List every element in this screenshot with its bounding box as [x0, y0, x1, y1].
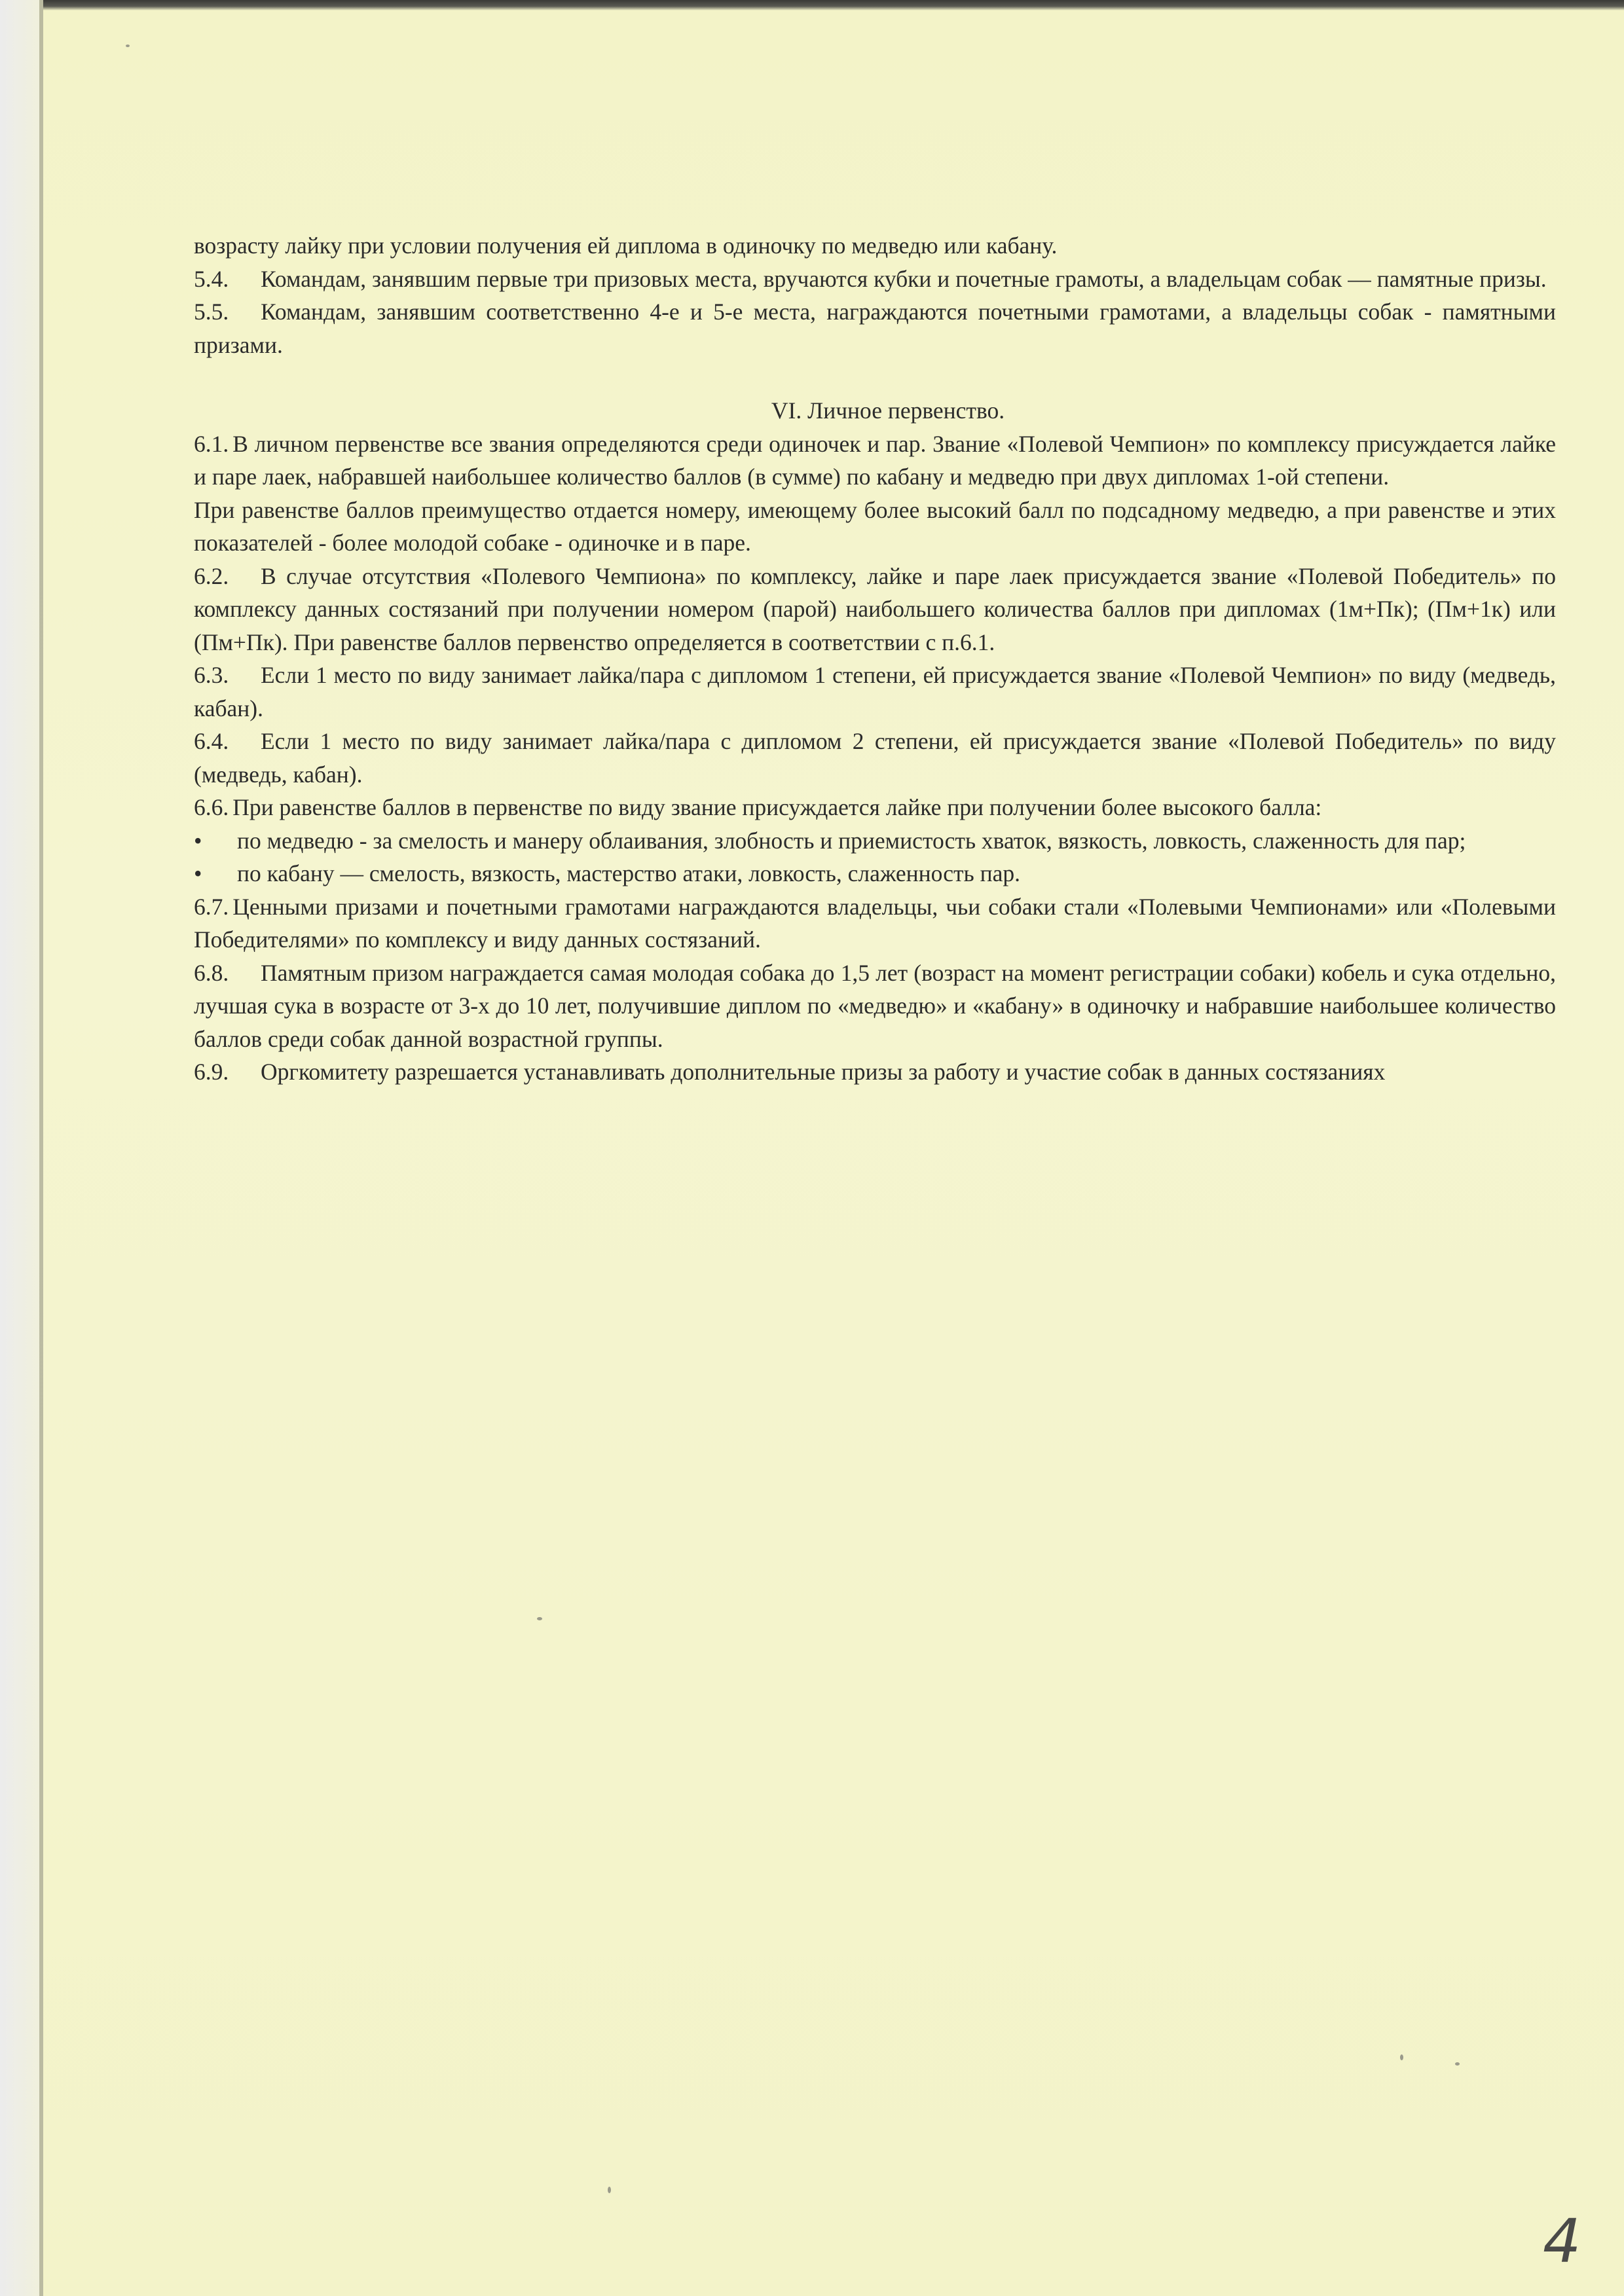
clause-number: 6.2. [194, 562, 229, 589]
paragraph-text: При равенстве баллов в первенстве по виду звание присуждается лайке при получении более высокого балла: [232, 794, 1322, 820]
clause-5-4 [194, 263, 1556, 296]
scan-speck [1455, 2062, 1460, 2066]
spacer [194, 361, 1556, 394]
clause-6-8 [194, 957, 1556, 1056]
paragraph-text: Ценными призами и почетными грамотами награждаются владельцы, чьи собаки стали «Полевыми Чемпионами» или «Полевыми Победителями» по комплексу и виду данных состязаний. [194, 893, 1556, 953]
scan-left-margin [0, 0, 39, 2296]
clause-6-1 [194, 428, 1556, 494]
scan-left-border [39, 0, 43, 2296]
bullet-text: по кабану — смелость, вязкость, мастерство атаки, ловкость, слаженность пар. [237, 860, 1020, 886]
page-number: 4 [1543, 2206, 1581, 2276]
scan-top-border [43, 0, 1624, 10]
bullet-item [194, 857, 1556, 890]
scan-speck [1400, 2054, 1403, 2060]
scan-speck [126, 45, 130, 47]
clause-6-2 [194, 560, 1556, 659]
paragraph-text: Если 1 место по виду занимает лайка/пара с дипломом 2 степени, ей присуждается звание «Полевой Победитель» по виду (медведь, кабан). [194, 728, 1556, 788]
paragraph-text: Если 1 место по виду занимает лайка/пара с дипломом 1 степени, ей присуждается звание «Полевой Чемпион» по виду (медведь, кабан). [194, 662, 1556, 721]
section-heading: VI. Личное первенство. [771, 397, 1005, 424]
document-body [194, 229, 1556, 1089]
paragraph-text: Оргкомитету разрешается устанавливать дополнительные призы за работу и участие собак в данных состязаниях [261, 1059, 1386, 1085]
clause-number: 6.3. [194, 662, 229, 688]
paragraph-text: Памятным призом награждается самая молодая собака до 1,5 лет (возраст на момент регистрации собаки) кобель и сука отдельно, лучшая сука в возрасте от 3-х до 10 лет, получившие диплом по «медведю» и «кабану» в одиночку и набравшие наибольшее количество баллов среди собак данной возрастной группы. [194, 959, 1556, 1052]
clause-number: 5.5. [194, 299, 229, 325]
clause-6-4 [194, 725, 1556, 791]
scan-speck [608, 2187, 611, 2193]
clause-number: 6.1. [194, 430, 229, 457]
clause-number: 6.9. [194, 1059, 229, 1085]
clause-number: 6.4. [194, 728, 229, 754]
clause-6-6 [194, 791, 1556, 824]
scan-speck [537, 1617, 542, 1620]
clause-number: 5.4. [194, 265, 229, 292]
bullet-text: по медведю - за смелость и манеру облаивания, злобность и приемистость хваток, вязкость, ловкость, слаженность для пар; [237, 827, 1466, 854]
paragraph-text: В случае отсутствия «Полевого Чемпиона» по комплексу, лайке и паре лаек присуждается звание «Полевой Победитель» по комплексу данных состязаний при получении номером (парой) наибольшего количества баллов при дипломах (1м+Пк); (Пм+1к) или (Пм+Пк). При равенстве баллов первенство определяется в соответствии с п.6.1. [194, 562, 1556, 655]
clause-6-7 [194, 890, 1556, 957]
clause-number: 6.6. [194, 794, 229, 820]
clause-number: 6.8. [194, 959, 229, 986]
clause-5-5 [194, 295, 1556, 361]
paragraph-text: В личном первенстве все звания определяются среди одиночек и пар. Звание «Полевой Чемпион» по комплексу присуждается лайке и паре лаек, набравшей наибольшее количество баллов (в сумме) по кабану и медведю при двух дипломах 1-ой степени. [194, 430, 1556, 490]
bullet-item [194, 824, 1556, 858]
clause-6-9 [194, 1055, 1556, 1089]
paragraph-text: При равенстве баллов преимущество отдается номеру, имеющему более высокий балл по подсадному медведю, а при равенстве и этих показателей - более молодой собаке - одиночке и в паре. [194, 496, 1556, 556]
text-line [194, 229, 1556, 263]
paragraph-text: Командам, занявшим первые три призовых места, вручаются кубки и почетные грамоты, а владельцам собак — памятные призы. [261, 265, 1547, 292]
paragraph-text: возрасту лайку при условии получения ей диплома в одиночку по медведю или кабану. [194, 232, 1058, 259]
bullet-icon: • [194, 827, 202, 854]
clause-number: 6.7. [194, 893, 229, 920]
bullet-icon: • [194, 860, 202, 886]
clause-6-3 [194, 659, 1556, 725]
clause-6-1-continued [194, 494, 1556, 560]
paragraph-text: Командам, занявшим соответственно 4-е и 5-е места, награждаются почетными грамотами, а владельцы собак - памятными призами. [194, 299, 1556, 358]
